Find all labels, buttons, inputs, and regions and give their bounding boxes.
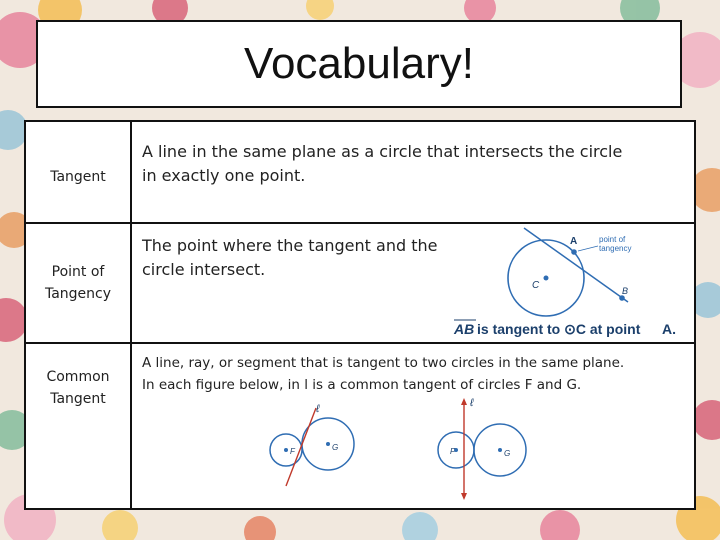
label-g: G	[332, 443, 339, 452]
center-point-c	[544, 276, 549, 281]
tangent-figure	[446, 226, 694, 340]
caption-point: A.	[662, 321, 676, 337]
label-l: ℓ	[316, 403, 320, 415]
definition-line: In each figure below, in l is a common tangent of circles F and G.	[142, 377, 582, 393]
label-f: F	[290, 447, 295, 456]
term-label: Tangent	[50, 391, 106, 407]
title-box	[36, 20, 682, 108]
center-f	[284, 448, 288, 452]
definition-common-tangent	[142, 352, 686, 396]
center-g	[498, 448, 502, 452]
definition-line: The point where the tangent and the	[142, 236, 438, 255]
common-tangent-figure-left	[244, 400, 356, 490]
definition-line: in exactly one point.	[142, 166, 306, 185]
label-a: A	[570, 236, 578, 247]
term-point-of-tangency	[26, 224, 132, 342]
definition-tangent	[142, 140, 686, 188]
label-c: C	[532, 280, 540, 291]
term-label: Tangency	[44, 286, 112, 302]
definition-line: circle intersect.	[142, 260, 266, 279]
arrow-up	[461, 398, 467, 405]
label-g: G	[504, 449, 511, 458]
callout-tangency: tangency	[599, 244, 632, 253]
term-label: Point of	[51, 264, 105, 280]
center-g	[326, 442, 330, 446]
vocabulary-table	[24, 120, 696, 510]
definition-point-of-tangency	[142, 234, 444, 282]
term-label: Common	[46, 369, 110, 385]
definition-line: A line, ray, or segment that is tangent to two circles in the same plane.	[142, 355, 625, 371]
table-row-point-of-tangency	[26, 224, 694, 344]
table-row-common-tangent	[26, 344, 694, 510]
table-row-tangent	[26, 122, 694, 224]
caption-text: is tangent to ⊙C at point	[477, 321, 641, 337]
common-tangent-figure-right	[424, 394, 536, 502]
point-b	[619, 295, 625, 301]
callout-leader	[578, 246, 598, 251]
label-b: B	[622, 286, 629, 296]
term-label: Tangent	[50, 169, 106, 185]
arrow-down	[461, 493, 467, 500]
label-f: F	[450, 447, 455, 456]
label-l: ℓ	[470, 397, 474, 409]
term-common-tangent	[26, 344, 132, 510]
point-a	[571, 249, 577, 255]
callout-point-of: point of	[599, 235, 626, 244]
caption-ab: AB	[454, 321, 475, 337]
slide-title: Vocabulary!	[244, 39, 474, 88]
term-tangent	[26, 122, 132, 222]
definition-line: A line in the same plane as a circle that intersects the circle	[142, 142, 623, 161]
